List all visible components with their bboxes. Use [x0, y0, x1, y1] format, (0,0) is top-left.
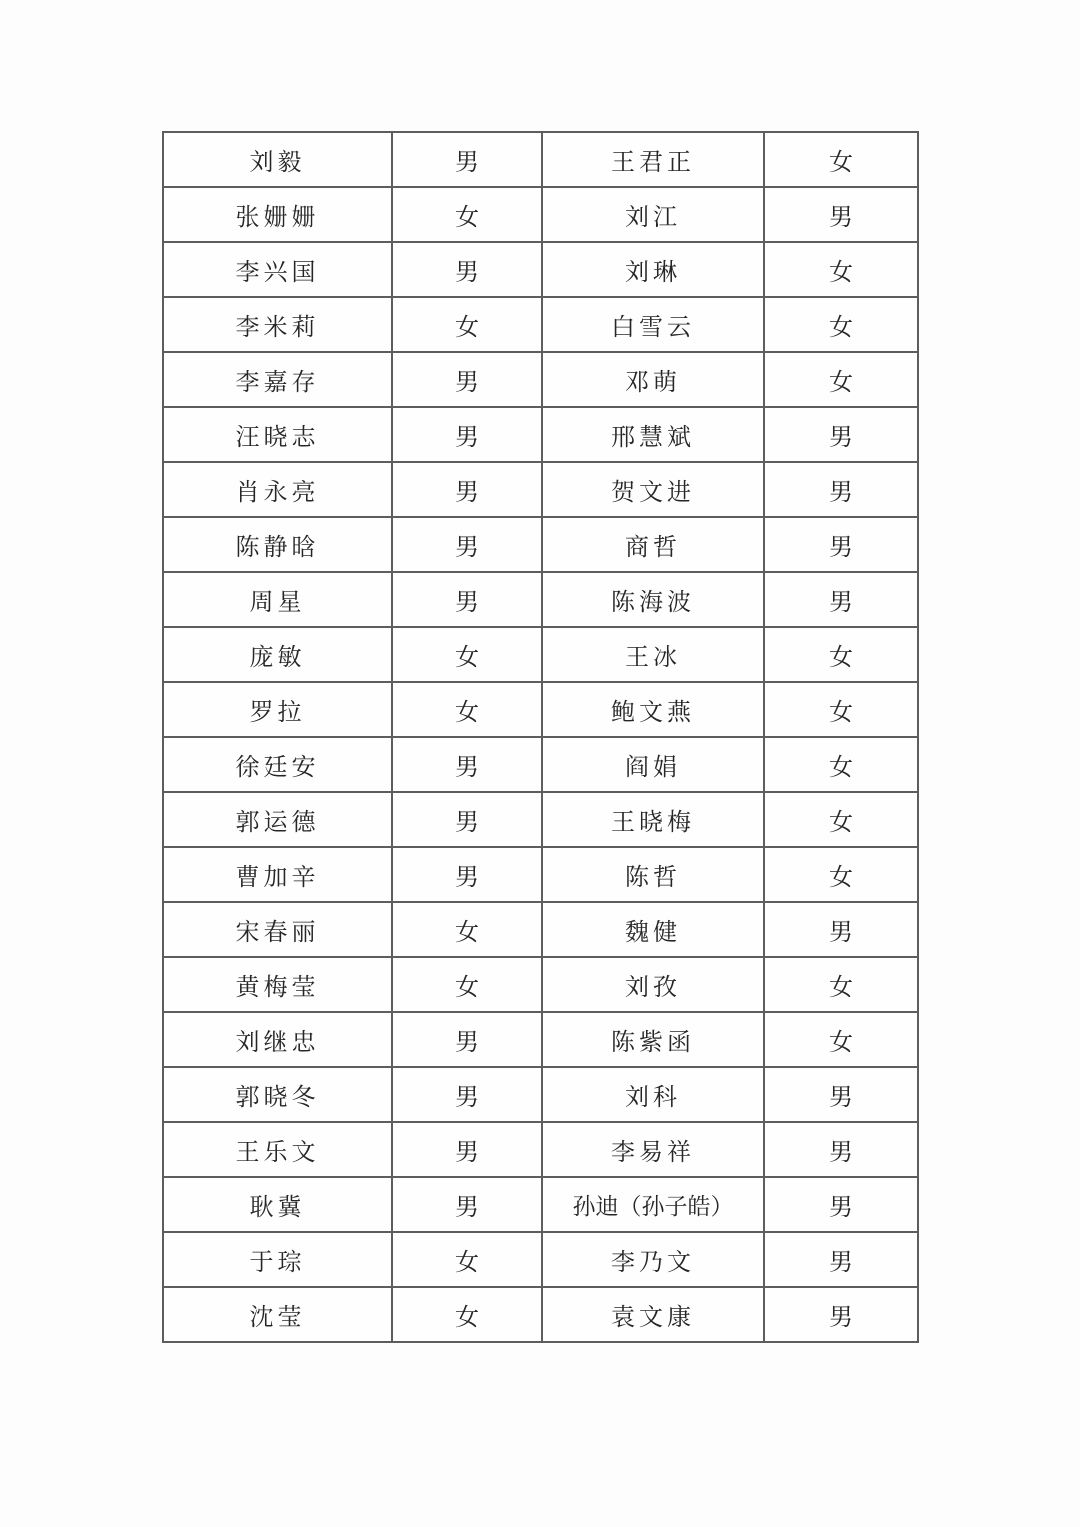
gender-cell: 男	[764, 187, 918, 242]
table-row	[163, 462, 918, 517]
name-cell: 李嘉存	[163, 352, 392, 407]
name-cell: 张姗姗	[163, 187, 392, 242]
gender-cell: 女	[392, 1232, 542, 1287]
gender-cell: 男	[764, 462, 918, 517]
table-row	[163, 957, 918, 1012]
name-cell: 汪晓志	[163, 407, 392, 462]
name-cell: 沈莹	[163, 1287, 392, 1342]
gender-cell: 女	[764, 682, 918, 737]
name-cell: 李米莉	[163, 297, 392, 352]
name-cell: 陈海波	[542, 572, 764, 627]
gender-cell: 女	[764, 957, 918, 1012]
name-cell: 黄梅莹	[163, 957, 392, 1012]
gender-cell: 男	[764, 1232, 918, 1287]
name-cell: 袁文康	[542, 1287, 764, 1342]
gender-cell: 男	[392, 517, 542, 572]
table-row	[163, 1012, 918, 1067]
name-cell: 刘孜	[542, 957, 764, 1012]
name-cell: 刘科	[542, 1067, 764, 1122]
name-cell: 周星	[163, 572, 392, 627]
gender-cell: 男	[392, 1012, 542, 1067]
name-cell: 邢慧斌	[542, 407, 764, 462]
table-row	[163, 682, 918, 737]
gender-cell: 男	[392, 572, 542, 627]
gender-cell: 男	[392, 1177, 542, 1232]
gender-cell: 男	[764, 1287, 918, 1342]
name-cell: 白雪云	[542, 297, 764, 352]
gender-cell: 女	[764, 352, 918, 407]
gender-cell: 男	[392, 792, 542, 847]
gender-cell: 男	[392, 847, 542, 902]
gender-cell: 女	[392, 627, 542, 682]
gender-cell: 男	[764, 902, 918, 957]
table-row	[163, 352, 918, 407]
table-row	[163, 1177, 918, 1232]
name-cell: 魏健	[542, 902, 764, 957]
gender-cell: 女	[764, 792, 918, 847]
table-row	[163, 1067, 918, 1122]
gender-cell: 男	[764, 1122, 918, 1177]
name-cell: 肖永亮	[163, 462, 392, 517]
gender-cell: 女	[392, 957, 542, 1012]
gender-cell: 男	[392, 1067, 542, 1122]
gender-cell: 男	[764, 517, 918, 572]
gender-cell: 女	[392, 1287, 542, 1342]
table-row	[163, 572, 918, 627]
gender-cell: 女	[392, 902, 542, 957]
name-cell: 王君正	[542, 132, 764, 187]
gender-cell: 男	[764, 407, 918, 462]
name-cell: 罗拉	[163, 682, 392, 737]
name-cell: 徐廷安	[163, 737, 392, 792]
table-row	[163, 407, 918, 462]
name-cell: 陈哲	[542, 847, 764, 902]
table-row	[163, 132, 918, 187]
gender-cell: 女	[764, 132, 918, 187]
name-cell: 刘琳	[542, 242, 764, 297]
name-cell: 李乃文	[542, 1232, 764, 1287]
gender-cell: 女	[764, 627, 918, 682]
name-cell: 郭晓冬	[163, 1067, 392, 1122]
name-cell: 于琮	[163, 1232, 392, 1287]
name-cell: 王乐文	[163, 1122, 392, 1177]
gender-cell: 女	[764, 242, 918, 297]
table-row	[163, 1232, 918, 1287]
gender-cell: 女	[392, 682, 542, 737]
gender-cell: 男	[764, 1067, 918, 1122]
table-row	[163, 792, 918, 847]
gender-cell: 男	[392, 737, 542, 792]
table-row	[163, 297, 918, 352]
table-row	[163, 847, 918, 902]
gender-cell: 男	[392, 242, 542, 297]
table-row	[163, 187, 918, 242]
table-row	[163, 242, 918, 297]
name-cell: 李易祥	[542, 1122, 764, 1177]
gender-cell: 男	[392, 407, 542, 462]
gender-cell: 男	[764, 1177, 918, 1232]
name-cell: 阎娟	[542, 737, 764, 792]
name-cell: 王冰	[542, 627, 764, 682]
name-cell: 鲍文燕	[542, 682, 764, 737]
table-body	[163, 132, 918, 1342]
name-cell: 陈静晗	[163, 517, 392, 572]
name-cell: 庞敏	[163, 627, 392, 682]
name-cell: 陈紫函	[542, 1012, 764, 1067]
gender-cell: 女	[392, 187, 542, 242]
gender-cell: 女	[764, 297, 918, 352]
gender-cell: 女	[764, 737, 918, 792]
gender-cell: 女	[764, 847, 918, 902]
name-cell: 刘毅	[163, 132, 392, 187]
name-cell: 刘继忠	[163, 1012, 392, 1067]
gender-cell: 男	[392, 462, 542, 517]
name-cell: 李兴国	[163, 242, 392, 297]
name-cell: 郭运德	[163, 792, 392, 847]
name-cell: 商哲	[542, 517, 764, 572]
name-cell: 耿冀	[163, 1177, 392, 1232]
name-cell: 曹加辛	[163, 847, 392, 902]
name-cell: 邓萌	[542, 352, 764, 407]
name-cell: 孙迪（孙子皓）	[542, 1177, 764, 1232]
name-gender-table	[162, 131, 919, 1343]
name-cell: 贺文进	[542, 462, 764, 517]
gender-cell: 男	[392, 352, 542, 407]
gender-cell: 女	[392, 297, 542, 352]
table-row	[163, 902, 918, 957]
gender-cell: 男	[764, 572, 918, 627]
name-cell: 王晓梅	[542, 792, 764, 847]
gender-cell: 女	[764, 1012, 918, 1067]
name-cell: 宋春丽	[163, 902, 392, 957]
table-row	[163, 1122, 918, 1177]
table-row	[163, 517, 918, 572]
gender-cell: 男	[392, 1122, 542, 1177]
table-row	[163, 627, 918, 682]
name-cell: 刘江	[542, 187, 764, 242]
table-row	[163, 737, 918, 792]
table-row	[163, 1287, 918, 1342]
gender-cell: 男	[392, 132, 542, 187]
